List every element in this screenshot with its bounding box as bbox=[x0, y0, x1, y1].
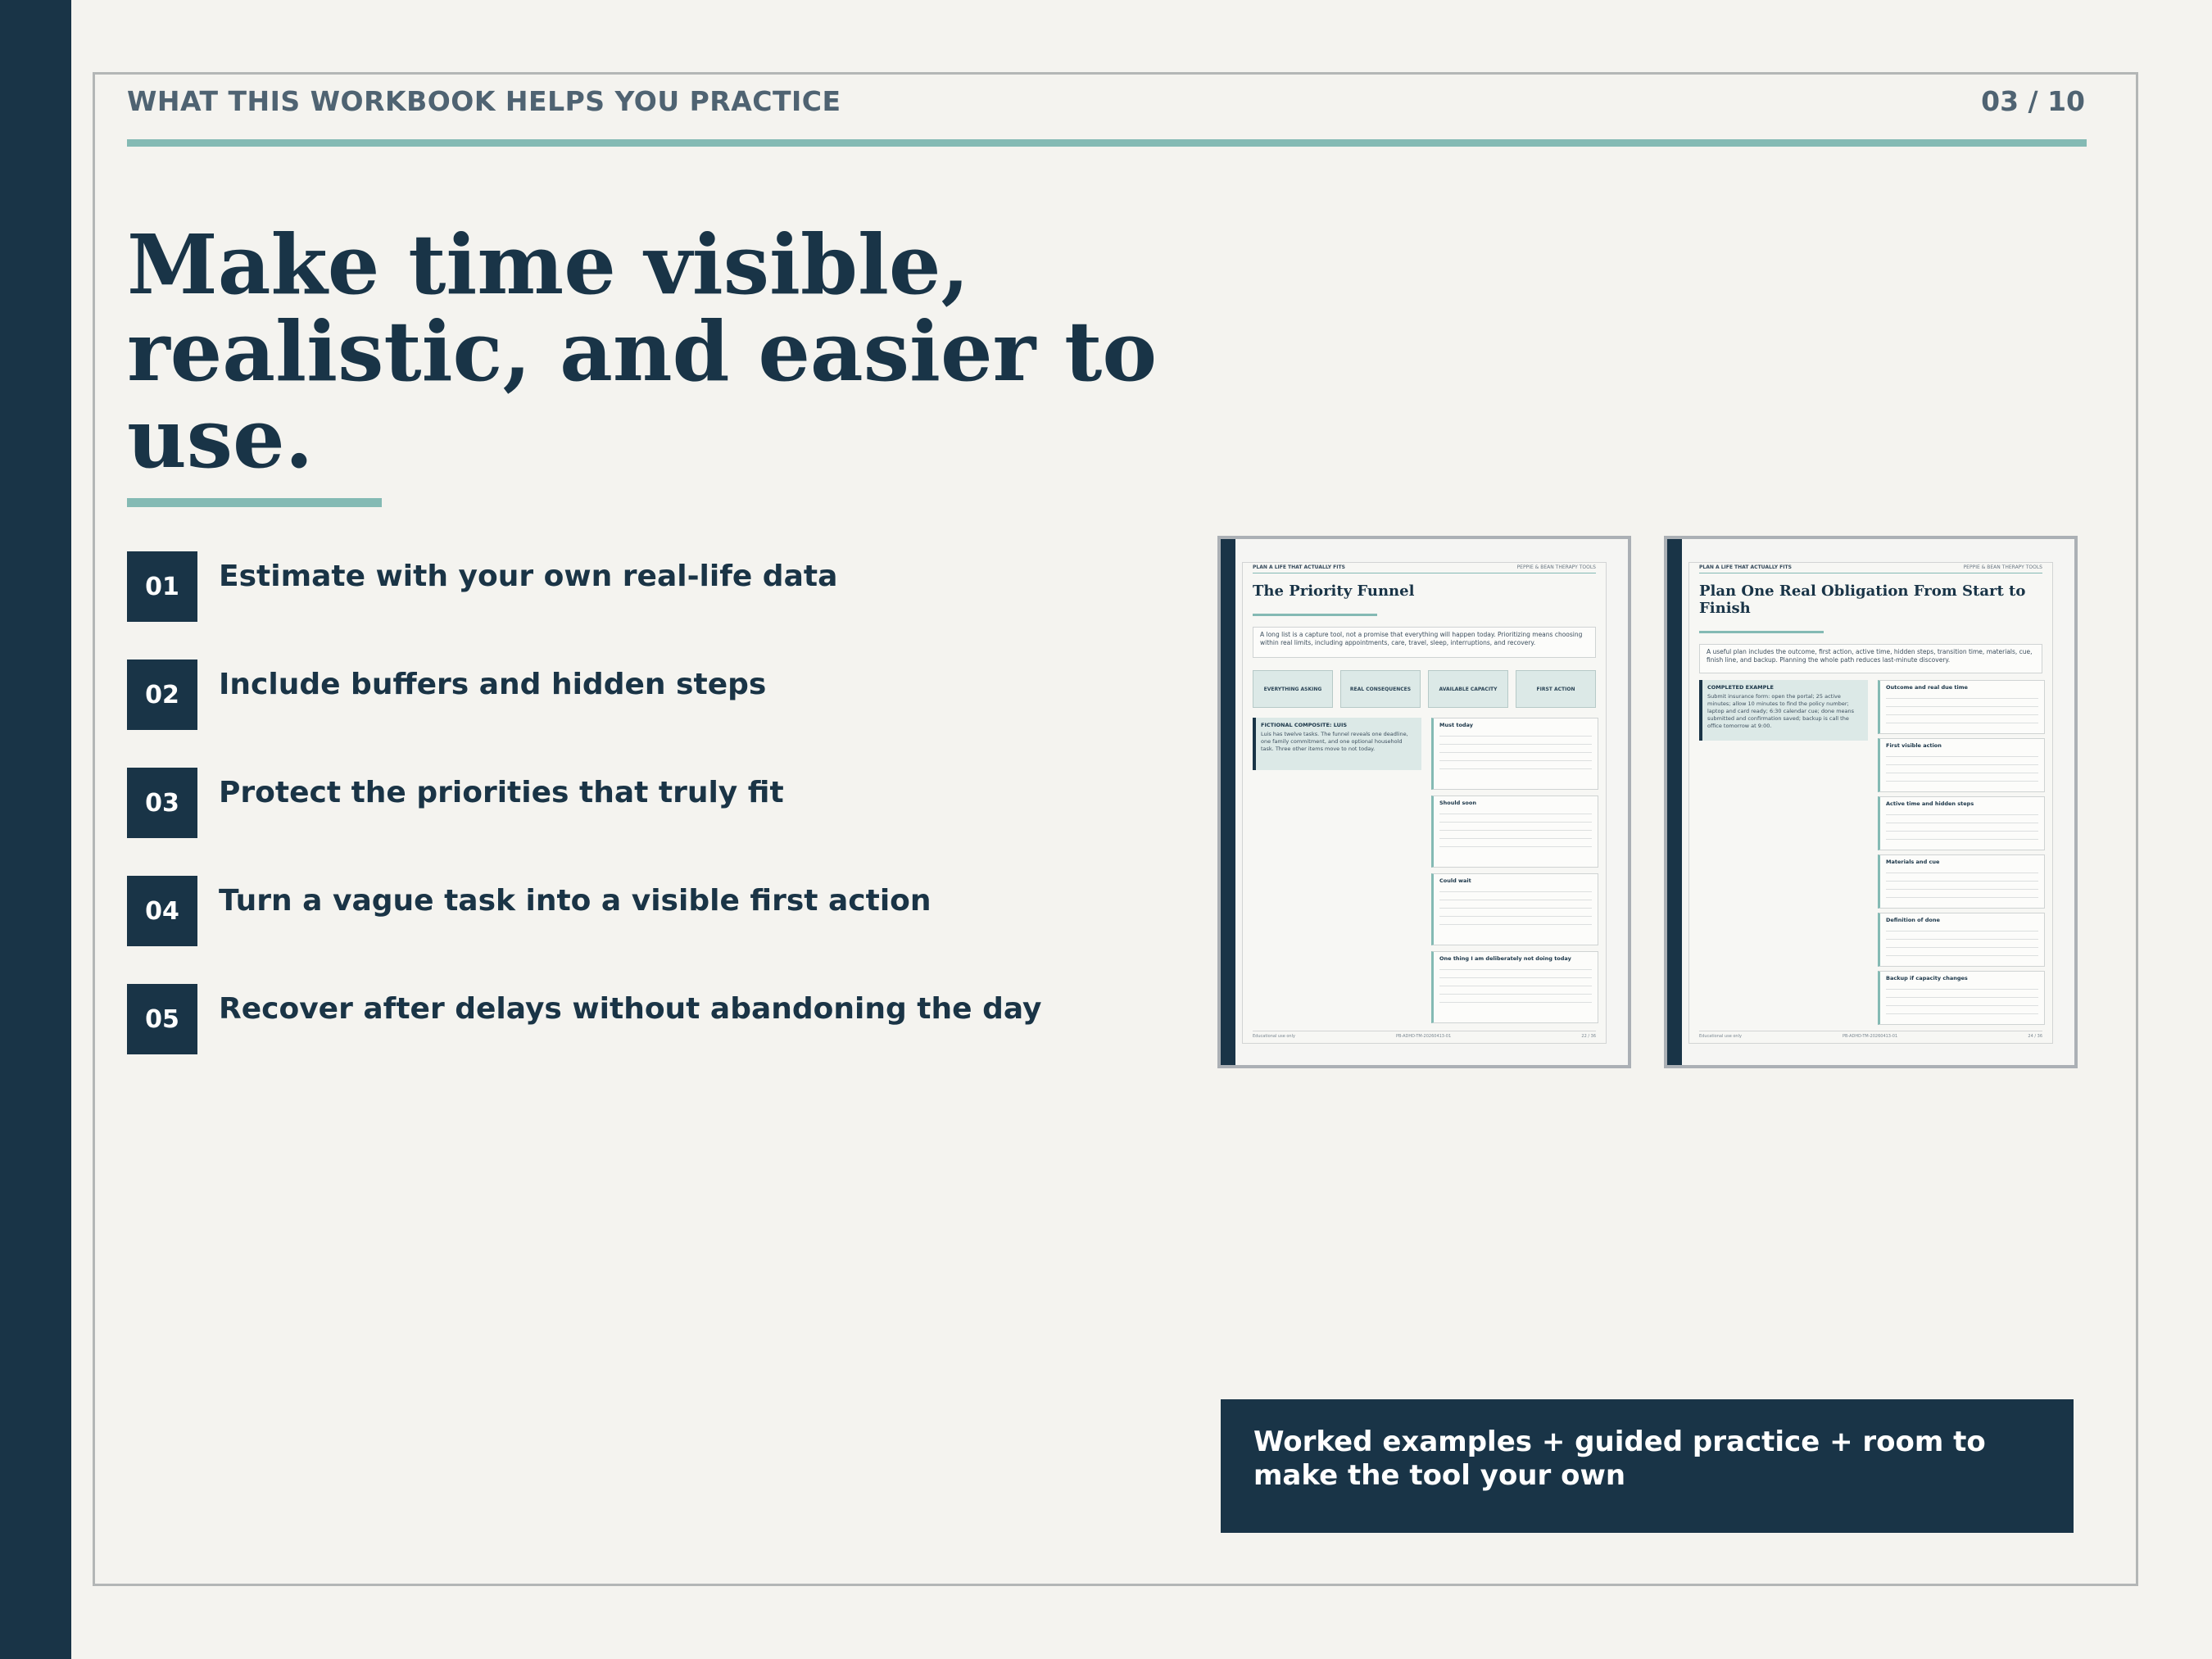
thumbnail-title-rule bbox=[1253, 614, 1377, 616]
writing-box-label: Definition of done bbox=[1886, 917, 1940, 923]
footer-code: PB-ADHD-TM-20260413-01 bbox=[1396, 1034, 1452, 1039]
thumbnail-title: Plan One Real Obligation From Start to Finish bbox=[1699, 582, 2026, 617]
writing-box-label: Active time and hidden steps bbox=[1886, 800, 1974, 807]
thumbnail-header bbox=[1253, 564, 1596, 573]
footer-left: Educational use only bbox=[1253, 1034, 1295, 1039]
writing-box bbox=[1878, 738, 2045, 792]
item-number-badge: 01 bbox=[127, 551, 197, 622]
thumbnail-header-right: PEPPIE & BEAN THERAPY TOOLS bbox=[1963, 564, 2042, 570]
title-underline bbox=[127, 498, 382, 507]
section-header: WHAT THIS WORKBOOK HELPS YOU PRACTICE bbox=[127, 85, 841, 117]
thumbnail-accent-bar bbox=[1667, 539, 1682, 1065]
thumbnail-case-box bbox=[1253, 718, 1421, 770]
case-text: Submit insurance form: open the portal; 25 active minutes; allow 10 minutes to find the policy number; laptop and card ready; 6:30 calendar cue; done means submitted and confirmation saved; backup is call the office tomorrow at 9:00. bbox=[1707, 693, 1855, 729]
case-text: Luis has twelve tasks. The funnel reveals one deadline, one family commitment, and one optional household task. Three other items move to not today. bbox=[1261, 731, 1408, 752]
writing-box-label: First visible action bbox=[1886, 742, 1942, 749]
thumbnail-case-box bbox=[1699, 680, 1868, 741]
thumbnail-title-rule bbox=[1699, 631, 1824, 633]
writing-box-label: Materials and cue bbox=[1886, 859, 1940, 865]
flow-step: FIRST ACTION bbox=[1516, 670, 1596, 708]
writing-box bbox=[1431, 951, 1598, 1023]
worksheet-thumbnail-plan-obligation bbox=[1664, 536, 2078, 1068]
thumbnail-footer bbox=[1699, 1031, 2042, 1043]
item-text: Protect the priorities that truly fit bbox=[219, 776, 784, 809]
writing-box bbox=[1878, 971, 2045, 1025]
thumbnail-page bbox=[1242, 562, 1607, 1044]
thumbnail-header-left: PLAN A LIFE THAT ACTUALLY FITS bbox=[1253, 564, 1345, 570]
item-text: Estimate with your own real-life data bbox=[219, 560, 838, 593]
item-number-badge: 02 bbox=[127, 660, 197, 730]
page-number: 03 / 10 bbox=[1981, 85, 2085, 117]
thumbnail-header-left: PLAN A LIFE THAT ACTUALLY FITS bbox=[1699, 564, 1792, 570]
left-accent-bar bbox=[0, 0, 71, 1659]
writing-box bbox=[1878, 796, 2045, 850]
writing-box-label: Could wait bbox=[1439, 877, 1471, 884]
item-text: Turn a vague task into a visible first action bbox=[219, 884, 931, 918]
item-number-badge: 04 bbox=[127, 876, 197, 946]
writing-box-label: Backup if capacity changes bbox=[1886, 975, 1968, 981]
writing-box bbox=[1431, 796, 1598, 868]
footer-code: PB-ADHD-TM-20260413-01 bbox=[1843, 1034, 1898, 1039]
writing-box bbox=[1431, 873, 1598, 945]
thumbnail-intro: A useful plan includes the outcome, first action, active time, hidden steps, transition time, materials, cue, finish line, and backup. Planning the whole path reduces last-minute discovery. bbox=[1699, 644, 2042, 673]
item-text: Recover after delays without abandoning the day bbox=[219, 992, 1042, 1026]
thumbnail-header bbox=[1699, 564, 2042, 573]
writing-box-label: One thing I am deliberately not doing today bbox=[1439, 955, 1571, 962]
case-title: FICTIONAL COMPOSITE: LUIS bbox=[1261, 722, 1348, 728]
writing-box-label: Outcome and real due time bbox=[1886, 684, 1968, 691]
footer-page: 24 / 36 bbox=[2028, 1034, 2042, 1039]
writing-box-label: Should soon bbox=[1439, 800, 1476, 806]
callout-text: Worked examples + guided practice + room to make the tool your own bbox=[1253, 1426, 1986, 1492]
summary-callout bbox=[1221, 1399, 2074, 1533]
thumbnail-title: The Priority Funnel bbox=[1253, 582, 1415, 600]
thumbnail-accent-bar bbox=[1221, 539, 1235, 1065]
worksheet-thumbnail-priority-funnel bbox=[1217, 536, 1631, 1068]
footer-page: 22 / 36 bbox=[1581, 1034, 1596, 1039]
writing-box bbox=[1878, 680, 2045, 734]
case-title: COMPLETED EXAMPLE bbox=[1707, 684, 1774, 691]
writing-box bbox=[1878, 854, 2045, 909]
page-title: Make time visible, realistic, and easier to use. bbox=[127, 216, 1158, 487]
funnel-flow bbox=[1253, 670, 1596, 708]
thumbnail-page bbox=[1688, 562, 2053, 1044]
thumbnail-footer bbox=[1253, 1031, 1596, 1043]
footer-left: Educational use only bbox=[1699, 1034, 1742, 1039]
thumbnail-intro: A long list is a capture tool, not a promise that everything will happen today. Prioritizing means choosing within real limits, including appointments, care, travel, sleep, interruptions, and recovery. bbox=[1253, 627, 1596, 658]
flow-step: REAL CONSEQUENCES bbox=[1340, 670, 1421, 708]
item-number-badge: 03 bbox=[127, 768, 197, 838]
item-number-badge: 05 bbox=[127, 984, 197, 1054]
flow-step: EVERYTHING ASKING bbox=[1253, 670, 1333, 708]
flow-step: AVAILABLE CAPACITY bbox=[1428, 670, 1508, 708]
thumbnail-header-right: PEPPIE & BEAN THERAPY TOOLS bbox=[1516, 564, 1596, 570]
item-text: Include buffers and hidden steps bbox=[219, 668, 767, 701]
writing-box bbox=[1431, 718, 1598, 790]
header-rule bbox=[127, 139, 2087, 147]
writing-box-label: Must today bbox=[1439, 722, 1473, 728]
writing-box bbox=[1878, 913, 2045, 967]
